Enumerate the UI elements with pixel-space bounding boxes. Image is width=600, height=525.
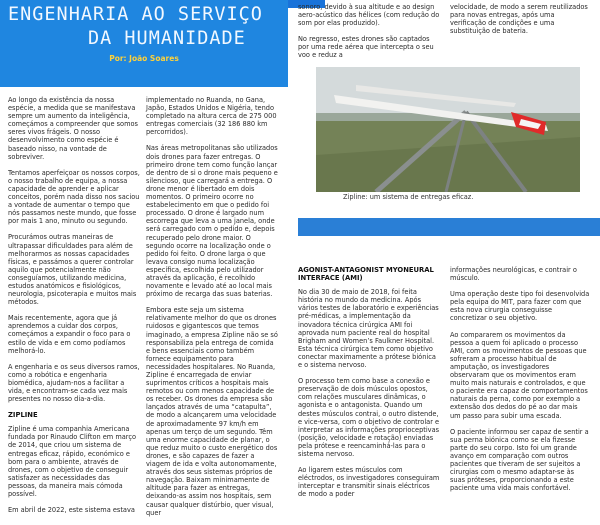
article-title-line-1: ENGENHARIA AO SERVIÇO xyxy=(8,4,263,25)
paragraph: A engenharia e os seus diversos ramos, como a robótica e engenharia biomédica, ajudam-nos a facilitar a vida, e encontram-se cada vez mais presentes no nosso dia-a-dia. xyxy=(8,362,140,404)
paragraph: Zipline é uma companhia Americana fundada por Rinaudo Clifton em março de 2014, que criou um sistema de entregas eficaz, rápido, económico e bom para o ambiente, através de drones, com o objetivo de conseguir satisfazer as necessidades das pessoas, da maneira mais cómoda possível. xyxy=(8,425,137,499)
drone-illustration xyxy=(316,67,580,192)
column-3-top xyxy=(298,3,440,68)
article-header xyxy=(0,0,288,87)
paragraph: Embora este seja um sistema relativamente melhor do que os drones ruidosos e gigantescos que temos imaginado, a empresa Zipline não se só responsabiliza pela entrega de comida e bens essenciais como também fornece equipamento para necessidades hospitalares. No Ruanda, Zipline é encarregada de enviar suprimentos críticos a hospitais mais remotos ou com menos capacidade de os receber. Os drones da empresa são lançados através de uma “catapulta”, de modo a alcançarem uma velocidade de aproximadamente 97 km/h em apenas um terço de um segundo. Têm uma enorme capacidade de planar, o que reduz muito o custo energético dos drones, e são capazes de fazer a viagem de ida e volta autonomamente, através dos seus sistemas próprios de navegação. Baixam minimamente de altitude para fazer as entregas, deixando-as assim nos hospitais, sem causar qualquer distúrbio, quer visual, quer xyxy=(146,306,278,517)
paragraph: No regresso, estes drones são captados por uma rede aérea que intercepta o seu voo e reduz a xyxy=(298,35,434,60)
paragraph: Mais recentemente, agora que já aprendemos a cuidar dos corpos, começámos a expandir o foco para o estilo de vida e em como podíamos melhorá-lo. xyxy=(8,314,131,355)
paragraph: O paciente informou ser capaz de sentir a sua perna biónica como se ela fizesse parte do seu corpo. Isto foi um grande avanço em comparação com outros pacientes que tiveram de ser sujeitos a cirurgias com o mesmo adaptar-se às suas próteses, proporcionando a este paciente uma vida mais confortável. xyxy=(450,427,589,493)
column-4-top xyxy=(450,3,590,43)
photo-caption: Zipline: um sistema de entregas eficaz. xyxy=(343,193,474,201)
column-1 xyxy=(8,96,140,522)
paragraph: O processo tem como base a conexão e preservação de dois músculos opostos, com relações musculares dinâmicas, o agonista e o antagonista. Quando um destes músculos contrai, o outro distende, e vice-versa, com o objetivo de controlar e interpretar as informações proprioceptivas (posição, velocidade e rotação) enviadas pela prótese e reencaminhá-las para o sistema nervoso. xyxy=(298,377,440,458)
section-heading-zipline: ZIPLINE xyxy=(8,411,38,420)
paragraph: implementado no Ruanda, no Gana, Japão, Estados Unidos e Nigéria, tendo completado na altura cerca de 275 000 entregas comerciais (32 186 880 km percorridos). xyxy=(146,96,277,137)
article-byline: Por: João Soares xyxy=(109,54,179,63)
section-heading-ami: AGONIST-ANTAGONIST MYONEURAL INTERFACE (AMI) xyxy=(298,266,434,283)
paragraph: Uma operação deste tipo foi desenvolvida pela equipa do MIT, para fazer com que esta nova cirurgia conseguisse concretizar o seu objetivo. xyxy=(450,290,590,323)
paragraph: No dia 30 de maio de 2018, foi feita história no mundo da medicina. Após vários testes de laboratório e experiências pré-médicas, a implementação da inovadora técnica cirúrgica AMI foi aprovada num paciente real do hospital Brigham and Women’s Faulkner Hospital. Esta técnica cirúrgica tem como objetivo conectar maximamente a prótese biónica e o sistema nervoso. xyxy=(298,288,439,370)
column-4-bottom xyxy=(450,266,590,500)
paragraph: Procurámos outras maneiras de ultrapassar dificuldades para além de melhorarmos as nossas capacidades físicas, e passámos a querer controlar aquilo que potencialmente não conseguíamos, utilizando medicina, estudos anatómicos e fisiológicos, neurologia, psicoterapia e muitos mais métodos. xyxy=(8,233,137,307)
column-3-bottom xyxy=(298,266,440,506)
paragraph: Ao ligarem estes músculos com eléctrodos, os investigadores conseguiram interceptar e transmitir sinais eléctricos de modo a poder xyxy=(298,466,440,499)
paragraph: Nas áreas metropolitanas são utilizados dois drones para fazer entregas. O primeiro drone tem como função lançar de dentro de si o drone mais pequeno e silencioso, que carregará a entrega. O drone menor é libertado em dois momentos. O primeiro ocorre no estabelecimento em que o pedido foi processado. O drone é largado num escorrega que leva a uma janela, onde será carregado com o pedido e, depois recuperado pelo drone maior. O segundo ocorre na localização onde o pedido foi feito. O drone larga o que levava consigo numa localização específica, escolhida pelo utilizador através da aplicação, é recolhido novamente e levado até ao local mais próximo de recarga das suas baterias. xyxy=(146,144,278,299)
article-title-line-2: DA HUMANIDADE xyxy=(88,28,246,49)
paragraph: Ao compararem os movimentos da pessoa a quem foi aplicado o processo AMI, com os movimentos de pessoas que sofreram a processo habitual de amputação, os investigadores observaram que os movimentos eram muito mais naturais e controlados, e que o paciente era capaz de comportamentos naturais da perna, como por exemplo a extensão dos dedos do pé ao dar mais um passo para subir uma escada. xyxy=(450,330,588,420)
paragraph: velocidade, de modo a serem reutilizados para novas entregas, após uma verificação de condições e uma substituição de bateria. xyxy=(450,3,588,36)
paragraph: Em abril de 2022, este sistema estava xyxy=(8,506,135,515)
paragraph: Ao longo da existência da nossa espécie, a medida que se manifestava sempre um aumento da inteligência, começámos a compreender que somos seres vivos frágeis. O nosso desenvolvimento como espécie é baseado nisso, na vontade de sobreviver. xyxy=(8,96,138,161)
paragraph: Tentamos aperfeiçoar os nossos corpos, o nosso trabalho de equipa, a nossa capacidade de aprender e aplicar conceitos, porém nada disso nos saciou a vontade de aumentar o tempo que nós passamos neste mundo, que fosse por mais 1 ano, minuto ou segundo. xyxy=(8,168,140,226)
zipline-drone-photo xyxy=(316,67,580,192)
paragraph: sonoro, devido à sua altitude e ao design aero-acústico das hélices (com redução do som por elas produzido). xyxy=(298,3,440,28)
column-2 xyxy=(146,96,278,525)
paragraph: informações neurológicas, e contrair o músculo. xyxy=(450,266,577,283)
section-band xyxy=(298,218,600,236)
